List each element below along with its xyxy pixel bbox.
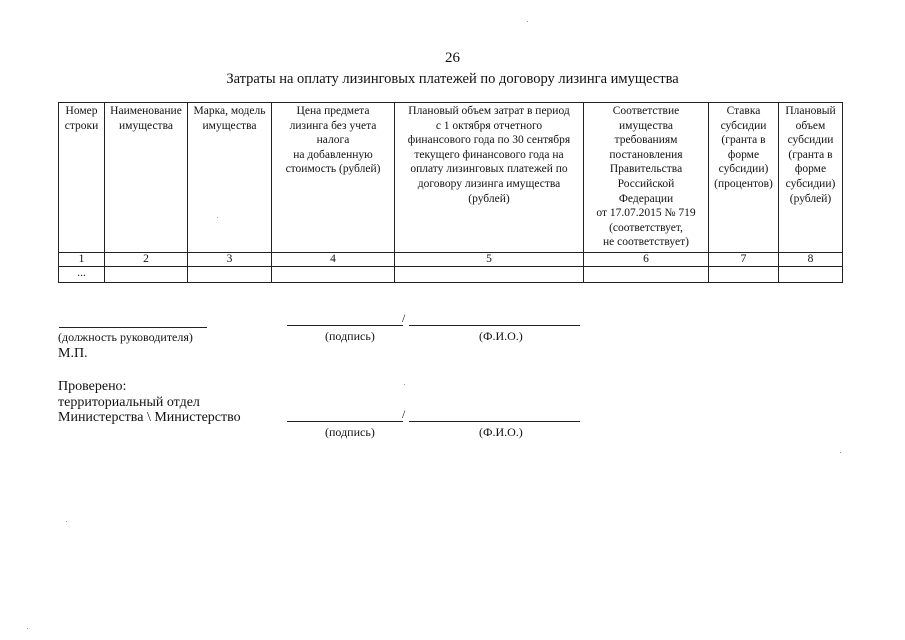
header-planned-costs: Плановый объем затрат в период с 1 октября отчетного финансового года по 30 сентября текущего финансового года на оплату лизинговых платежей по договору лизинга имущества (рублей) [395, 103, 584, 253]
scan-speck [217, 217, 218, 218]
full-name-line [409, 325, 580, 326]
header-row-number: Номер строки [59, 103, 105, 253]
page-number: 26 [445, 50, 460, 66]
column-number: 8 [779, 253, 843, 267]
document-title: Затраты на оплату лизинговых платежей по договору лизинга имущества [226, 71, 679, 87]
header-compliance: Соответствие имущества требованиям постановления Правительства Российской Федерации от 17.07.2015 № 719 (соответствует, не соответствует) [584, 103, 709, 253]
table-cell: ... [59, 267, 105, 283]
checked-label: Проверено: [58, 379, 127, 394]
department-line-1: территориальный отдел [58, 395, 200, 410]
table-cell [709, 267, 779, 283]
header-brand-model: Марка, модель имущества [188, 103, 272, 253]
full-name-label: (Ф.И.О.) [479, 329, 523, 343]
column-number: 3 [188, 253, 272, 267]
table-cell [272, 267, 395, 283]
table-cell [395, 267, 584, 283]
scan-speck [404, 384, 405, 385]
header-property-name: Наименование имущества [105, 103, 188, 253]
verification-name-label: (Ф.И.О.) [479, 425, 523, 439]
table-row [59, 267, 843, 283]
separator-slash: / [402, 311, 406, 325]
column-number-row [59, 253, 843, 267]
table-cell [105, 267, 188, 283]
position-line [59, 327, 207, 328]
signature-line [287, 325, 403, 326]
table-cell [188, 267, 272, 283]
separator-slash: / [402, 407, 406, 421]
table-header-row [59, 103, 843, 253]
header-planned-subsidy: Плановый объем субсидии (гранта в форме субсидии) (рублей) [779, 103, 843, 253]
signature-label: (подпись) [325, 329, 375, 343]
table-cell [779, 267, 843, 283]
scan-speck [840, 452, 841, 453]
position-label: (должность руководителя) [58, 330, 193, 344]
department-line-2: Министерства \ Министерство [58, 410, 241, 425]
column-number: 2 [105, 253, 188, 267]
header-subsidy-rate: Ставка субсидии (гранта в форме субсидии) (процентов) [709, 103, 779, 253]
table-cell [584, 267, 709, 283]
seal-label: М.П. [58, 346, 88, 361]
leasing-payments-table [58, 102, 843, 283]
column-number: 7 [709, 253, 779, 267]
column-number: 5 [395, 253, 584, 267]
column-number: 6 [584, 253, 709, 267]
scan-speck [66, 521, 67, 522]
scan-speck [527, 21, 528, 22]
header-price-without-vat: Цена предмета лизинга без учета налога на добавленную стоимость (рублей) [272, 103, 395, 253]
scan-speck [27, 628, 28, 629]
verification-signature-line [287, 421, 403, 422]
column-number: 4 [272, 253, 395, 267]
column-number: 1 [59, 253, 105, 267]
verification-signature-label: (подпись) [325, 425, 375, 439]
verification-name-line [409, 421, 580, 422]
